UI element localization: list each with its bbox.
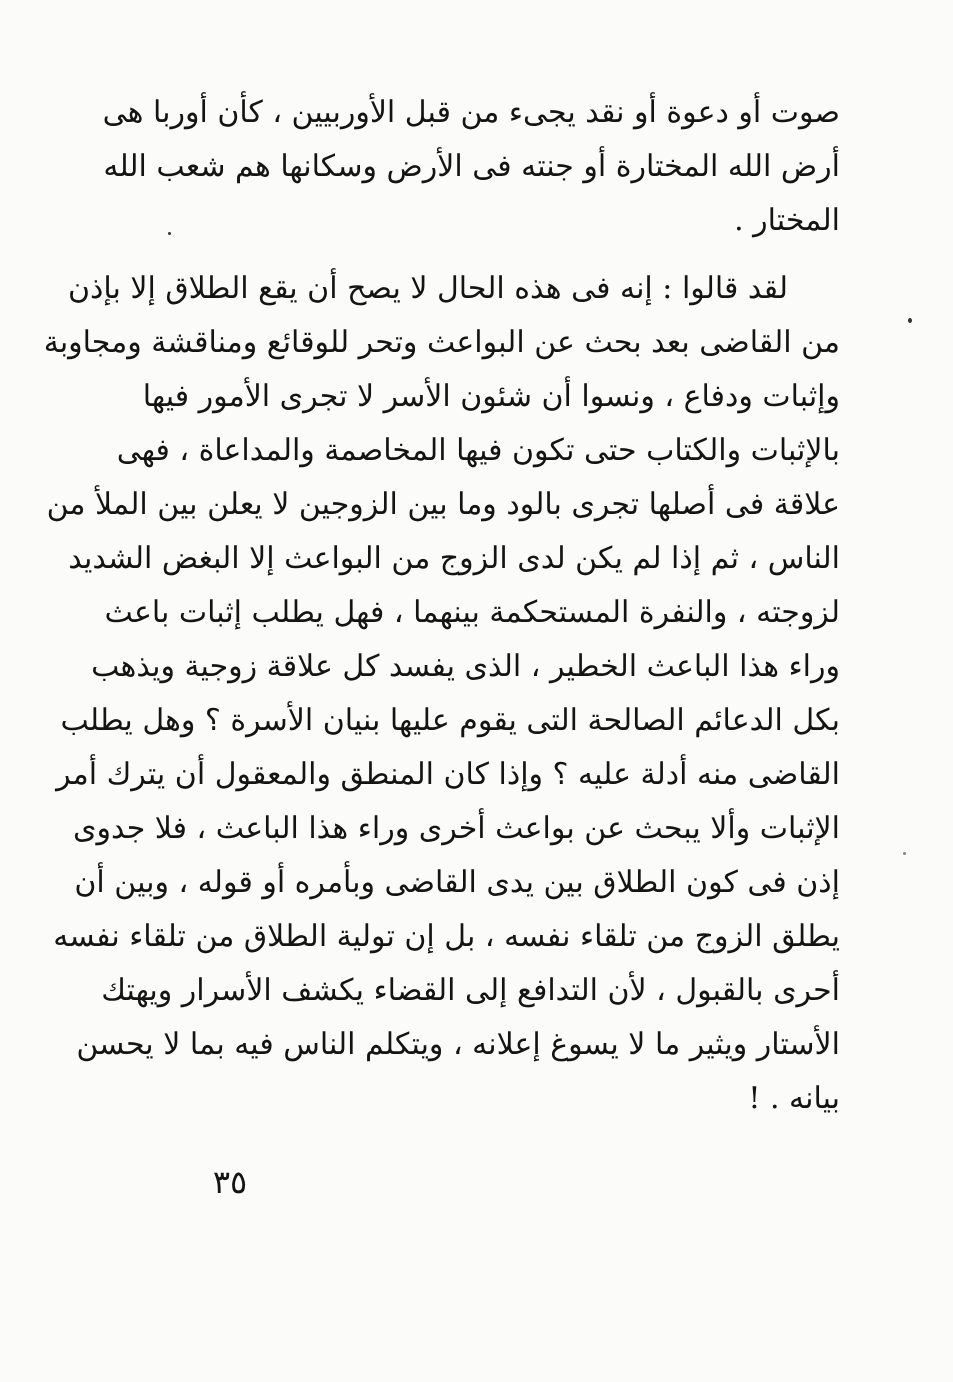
text-line: بكل الدعائم الصالحة التى يقوم عليها بنيان الأسرة ؟ وهل يطلب <box>60 703 840 738</box>
text-line: القاضى منه أدلة عليه ؟ وإذا كان المنطق والمعقول أن يترك أمر <box>56 757 840 792</box>
scan-speck <box>903 852 906 855</box>
text-line: أرض الله المختارة أو جنته فى الأرض وسكانها هم شعب الله <box>103 149 840 184</box>
text-line: لقد قالوا : إنه فى هذه الحال لا يصح أن يقع الطلاق إلا بإذن <box>67 271 788 306</box>
text-line: الإثبات وألا يبحث عن بواعث أخرى وراء هذا الباعث ، فلا جدوى <box>72 811 840 846</box>
scan-speck <box>168 232 171 235</box>
paragraph-main <box>43 262 840 1126</box>
text-line: لزوجته ، والنفرة المستحكمة بينهما ، فهل يطلب إثبات باعث <box>104 595 840 630</box>
text-line: وإثبات ودفاع ، ونسوا أن شئون الأسر لا تجرى الأمور فيها <box>142 379 840 414</box>
text-line: الأستار ويثير ما لا يسوغ إعلانه ، ويتكلم الناس فيه بما لا يحسن <box>76 1027 840 1062</box>
text-line: يطلق الزوج من تلقاء نفسه ، بل إن تولية الطلاق من تلقاء نفسه <box>53 919 840 954</box>
text-line: صوت أو دعوة أو نقد يجىء من قبل الأوربيين ، كأن أوربا هى <box>102 95 840 130</box>
text-line: الناس ، ثم إذا لم يكن لدى الزوج من البواعث إلا البغض الشديد <box>68 541 840 576</box>
paragraph-continuation <box>102 86 840 248</box>
text-line: وراء هذا الباعث الخطير ، الذى يفسد كل علاقة زوجية ويذهب <box>91 649 840 684</box>
text-line: المختار . <box>734 203 840 238</box>
text-line: من القاضى بعد بحث عن البواعث وتحر للوقائع ومناقشة ومجاوبة <box>43 325 840 360</box>
text-line: علاقة فى أصلها تجرى بالود وما بين الزوجين لا يعلن بين الملأ من <box>46 487 840 522</box>
text-line: أحرى بالقبول ، لأن التدافع إلى القضاء يكشف الأسرار ويهتك <box>101 973 840 1008</box>
text-line: بيانه . ! <box>748 1081 840 1116</box>
text-line: بالإثبات والكتاب حتى تكون فيها المخاصمة والمداعاة ، فهى <box>116 433 840 468</box>
page-number: ٣٥ <box>212 1163 248 1201</box>
text-line: إذن فى كون الطلاق بين يدى القاضى وبأمره أو قوله ، وبين أن <box>74 865 840 900</box>
scan-speck <box>908 318 912 323</box>
